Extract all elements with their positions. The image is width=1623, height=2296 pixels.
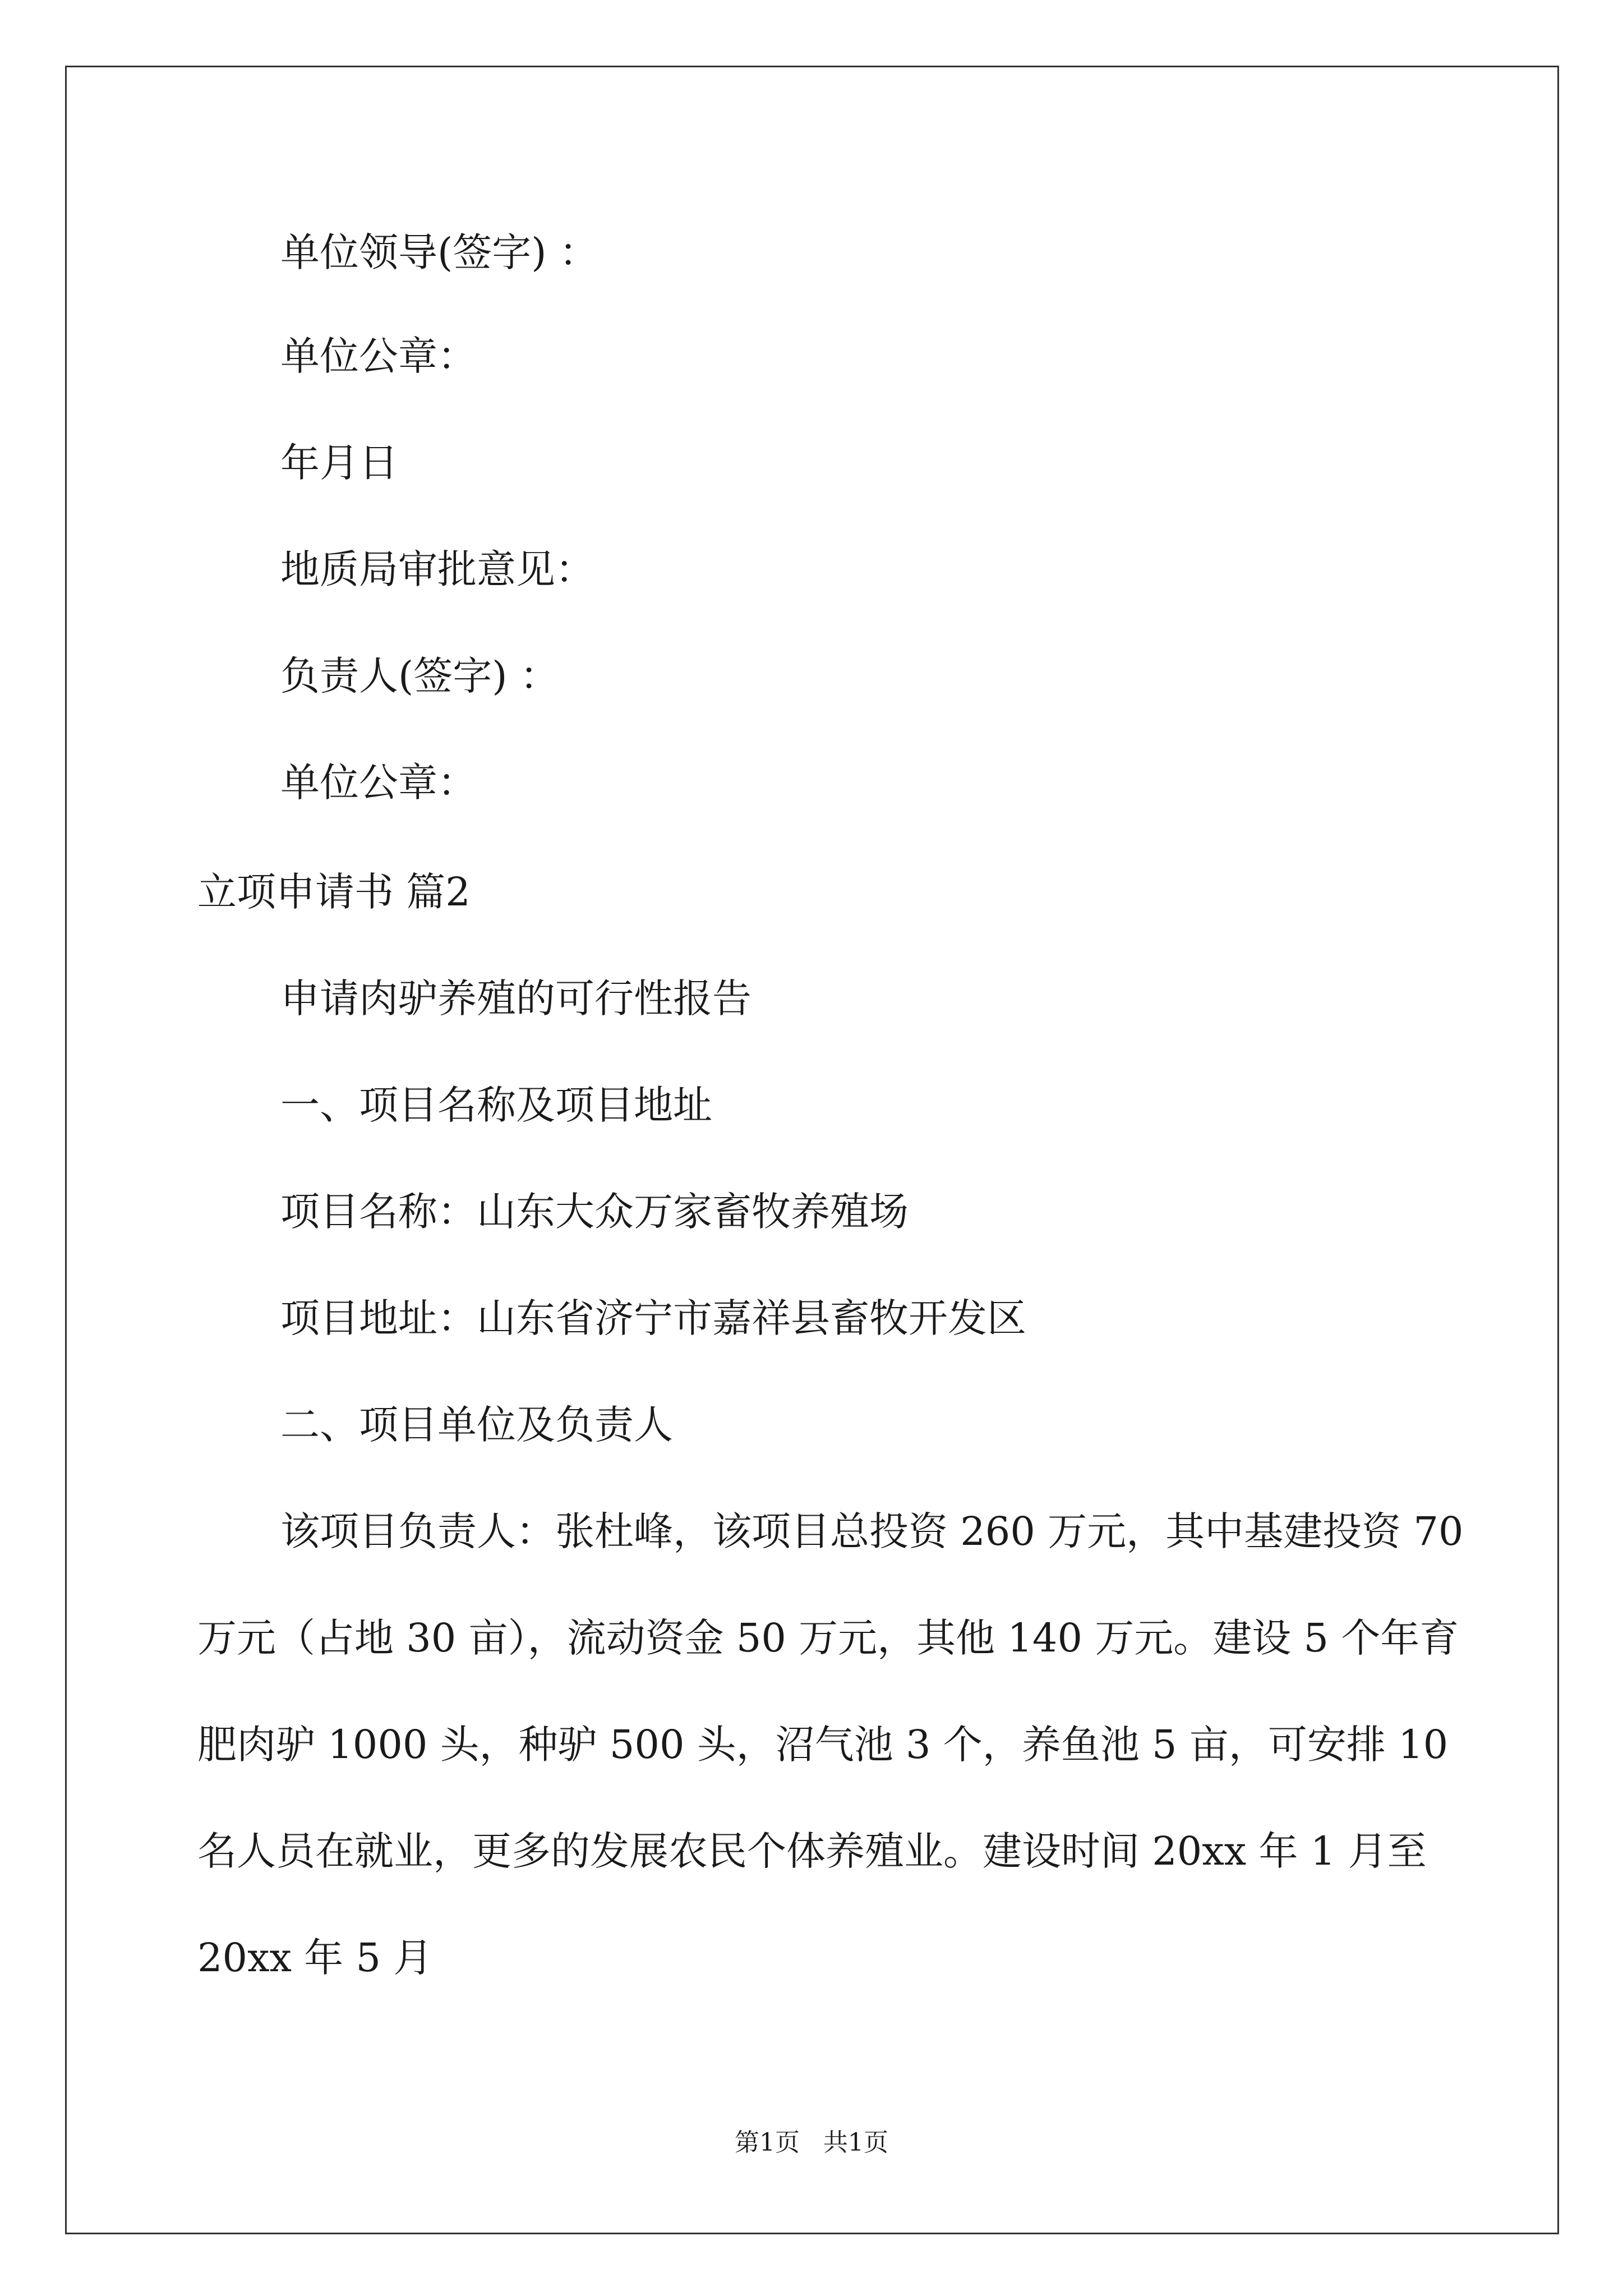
project-address: 项目地址：山东省济宁市嘉祥县畜牧开发区 bbox=[280, 1295, 1026, 1341]
body-paragraph-line: 20xx 年 5 月 bbox=[197, 1935, 433, 1981]
heading-project-unit: 二、项目单位及负责人 bbox=[280, 1402, 673, 1448]
heading-project-name-address: 一、项目名称及项目地址 bbox=[280, 1082, 712, 1128]
section-title: 立项申请书 篇2 bbox=[197, 869, 471, 915]
unit-leader-signature: 单位领导(签字) ： bbox=[280, 229, 598, 275]
unit-seal-line-2: 单位公章： bbox=[280, 760, 477, 806]
project-name: 项目名称：山东大众万家畜牧养殖场 bbox=[280, 1189, 909, 1235]
page-frame bbox=[65, 66, 1559, 2234]
body-paragraph-line: 万元（占地 30 亩），流动资金 50 万元，其他 140 万元。建设 5 个年育 bbox=[197, 1615, 1459, 1661]
unit-seal-line: 单位公章： bbox=[280, 333, 477, 379]
body-paragraph-line: 该项目负责人：张杜峰，该项目总投资 260 万元，其中基建投资 70 bbox=[280, 1508, 1464, 1554]
bureau-opinion-line: 地质局审批意见： bbox=[280, 546, 594, 592]
date-line: 年月日 bbox=[280, 440, 398, 486]
body-paragraph-line: 名人员在就业，更多的发展农民个体养殖业。建设时间 20xx 年 1 月至 bbox=[197, 1828, 1427, 1874]
page-footer: 第1页 共1页 bbox=[735, 2128, 888, 2157]
report-title: 申请肉驴养殖的可行性报告 bbox=[280, 976, 751, 1022]
person-in-charge-signature: 负责人(签字) ： bbox=[280, 653, 559, 699]
body-paragraph-line: 肥肉驴 1000 头，种驴 500 头，沼气池 3 个，养鱼池 5 亩，可安排 10 bbox=[197, 1722, 1449, 1768]
